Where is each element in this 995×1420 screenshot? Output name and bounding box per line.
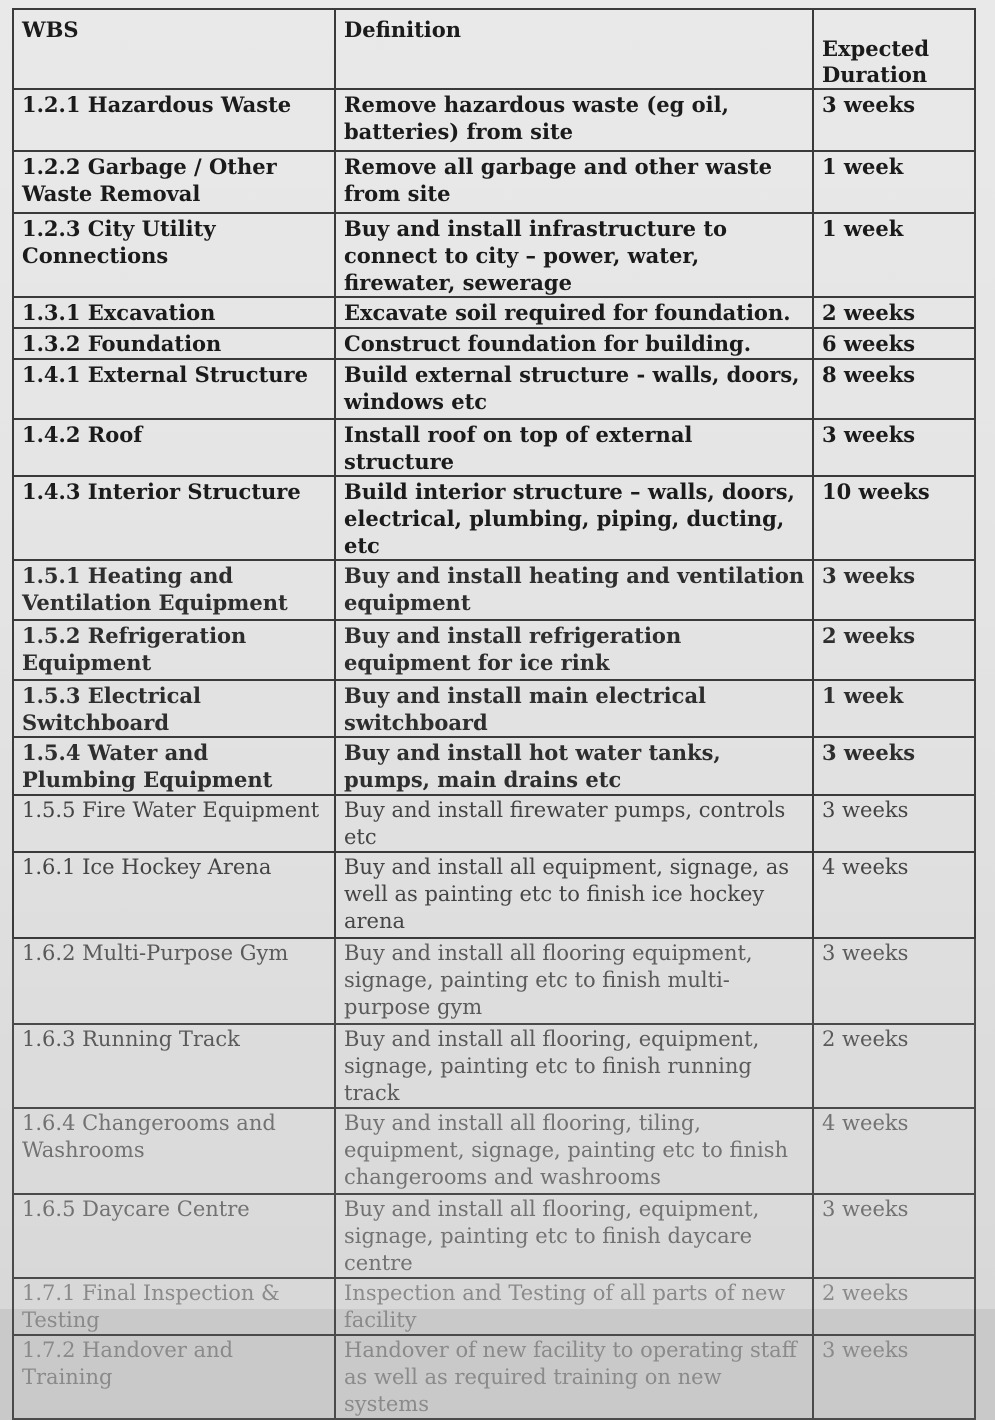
table-row xyxy=(13,1335,975,1419)
duration-cell: 6 weeks xyxy=(813,328,975,359)
wbs-cell: 1.3.1 Excavation xyxy=(13,297,335,328)
wbs-cell: 1.5.4 Water and Plumbing Equipment xyxy=(13,737,335,795)
table-body xyxy=(13,89,975,1419)
definition-cell: Buy and install infrastructure to connect to city – power, water, firewater, sewerage xyxy=(335,213,813,297)
duration-cell: 1 week xyxy=(813,151,975,213)
duration-cell: 3 weeks xyxy=(813,1194,975,1278)
table-row xyxy=(13,359,975,419)
table-row xyxy=(13,795,975,852)
table-row xyxy=(13,89,975,151)
definition-cell: Buy and install firewater pumps, controls etc xyxy=(335,795,813,852)
definition-cell: Buy and install main electrical switchboard xyxy=(335,680,813,737)
wbs-cell: 1.4.2 Roof xyxy=(13,419,335,476)
duration-cell: 2 weeks xyxy=(813,1024,975,1108)
definition-cell: Buy and install hot water tanks, pumps, main drains etc xyxy=(335,737,813,795)
table-row xyxy=(13,476,975,560)
table-row xyxy=(13,680,975,737)
wbs-cell: 1.6.4 Changerooms and Washrooms xyxy=(13,1108,335,1194)
wbs-cell: 1.6.3 Running Track xyxy=(13,1024,335,1108)
wbs-cell: 1.2.3 City Utility Connections xyxy=(13,213,335,297)
definition-cell: Inspection and Testing of all parts of new facility xyxy=(335,1278,813,1335)
wbs-cell: 1.5.2 Refrigeration Equipment xyxy=(13,620,335,680)
duration-cell: 4 weeks xyxy=(813,852,975,938)
definition-cell: Build interior structure – walls, doors, electrical, plumbing, piping, ducting, etc xyxy=(335,476,813,560)
duration-cell: 2 weeks xyxy=(813,297,975,328)
table-row xyxy=(13,419,975,476)
wbs-table xyxy=(12,8,976,1420)
definition-cell: Buy and install all flooring, equipment, signage, painting etc to finish running track xyxy=(335,1024,813,1108)
duration-cell: 3 weeks xyxy=(813,795,975,852)
duration-cell: 4 weeks xyxy=(813,1108,975,1194)
wbs-cell: 1.5.5 Fire Water Equipment xyxy=(13,795,335,852)
duration-cell: 8 weeks xyxy=(813,359,975,419)
table-row xyxy=(13,620,975,680)
table-row xyxy=(13,213,975,297)
table-row xyxy=(13,328,975,359)
definition-cell: Build external structure - walls, doors, windows etc xyxy=(335,359,813,419)
table-row xyxy=(13,938,975,1024)
definition-cell: Buy and install refrigeration equipment for ice rink xyxy=(335,620,813,680)
duration-cell: 1 week xyxy=(813,680,975,737)
wbs-cell: 1.6.5 Daycare Centre xyxy=(13,1194,335,1278)
definition-cell: Excavate soil required for foundation. xyxy=(335,297,813,328)
definition-cell: Buy and install heating and ventilation equipment xyxy=(335,560,813,620)
definition-cell: Buy and install all equipment, signage, as well as painting etc to finish ice hockey arena xyxy=(335,852,813,938)
duration-cell: 10 weeks xyxy=(813,476,975,560)
table-row xyxy=(13,151,975,213)
wbs-cell: 1.4.3 Interior Structure xyxy=(13,476,335,560)
duration-cell: 3 weeks xyxy=(813,89,975,151)
wbs-cell: 1.3.2 Foundation xyxy=(13,328,335,359)
duration-cell: 3 weeks xyxy=(813,560,975,620)
duration-cell: 2 weeks xyxy=(813,1278,975,1335)
header-row xyxy=(13,9,975,89)
definition-cell: Remove all garbage and other waste from site xyxy=(335,151,813,213)
wbs-cell: 1.7.1 Final Inspection & Testing xyxy=(13,1278,335,1335)
definition-cell: Install roof on top of external structure xyxy=(335,419,813,476)
definition-cell: Buy and install all flooring, tiling, equipment, signage, painting etc to finish changerooms and washrooms xyxy=(335,1108,813,1194)
duration-cell: 3 weeks xyxy=(813,419,975,476)
table-row xyxy=(13,1278,975,1335)
table-row xyxy=(13,1194,975,1278)
definition-cell: Remove hazardous waste (eg oil, batteries) from site xyxy=(335,89,813,151)
table-row xyxy=(13,560,975,620)
definition-cell: Handover of new facility to operating staff as well as required training on new systems xyxy=(335,1335,813,1419)
duration-cell: 2 weeks xyxy=(813,620,975,680)
header-definition: Definition xyxy=(335,9,813,89)
duration-cell: 3 weeks xyxy=(813,938,975,1024)
header-duration: Expected Duration xyxy=(813,9,975,89)
wbs-cell: 1.2.2 Garbage / Other Waste Removal xyxy=(13,151,335,213)
definition-cell: Buy and install all flooring equipment, signage, painting etc to finish multi-purpose gym xyxy=(335,938,813,1024)
wbs-cell: 1.4.1 External Structure xyxy=(13,359,335,419)
table-row xyxy=(13,297,975,328)
table-row xyxy=(13,1108,975,1194)
wbs-cell: 1.2.1 Hazardous Waste xyxy=(13,89,335,151)
header-wbs: WBS xyxy=(13,9,335,89)
wbs-cell: 1.5.3 Electrical Switchboard xyxy=(13,680,335,737)
duration-cell: 1 week xyxy=(813,213,975,297)
table-row xyxy=(13,737,975,795)
wbs-cell: 1.6.2 Multi-Purpose Gym xyxy=(13,938,335,1024)
duration-cell: 3 weeks xyxy=(813,1335,975,1419)
wbs-cell: 1.5.1 Heating and Ventilation Equipment xyxy=(13,560,335,620)
duration-cell: 3 weeks xyxy=(813,737,975,795)
definition-cell: Buy and install all flooring, equipment, signage, painting etc to finish daycare centre xyxy=(335,1194,813,1278)
table-row xyxy=(13,852,975,938)
wbs-cell: 1.7.2 Handover and Training xyxy=(13,1335,335,1419)
table-row xyxy=(13,1024,975,1108)
definition-cell: Construct foundation for building. xyxy=(335,328,813,359)
wbs-cell: 1.6.1 Ice Hockey Arena xyxy=(13,852,335,938)
